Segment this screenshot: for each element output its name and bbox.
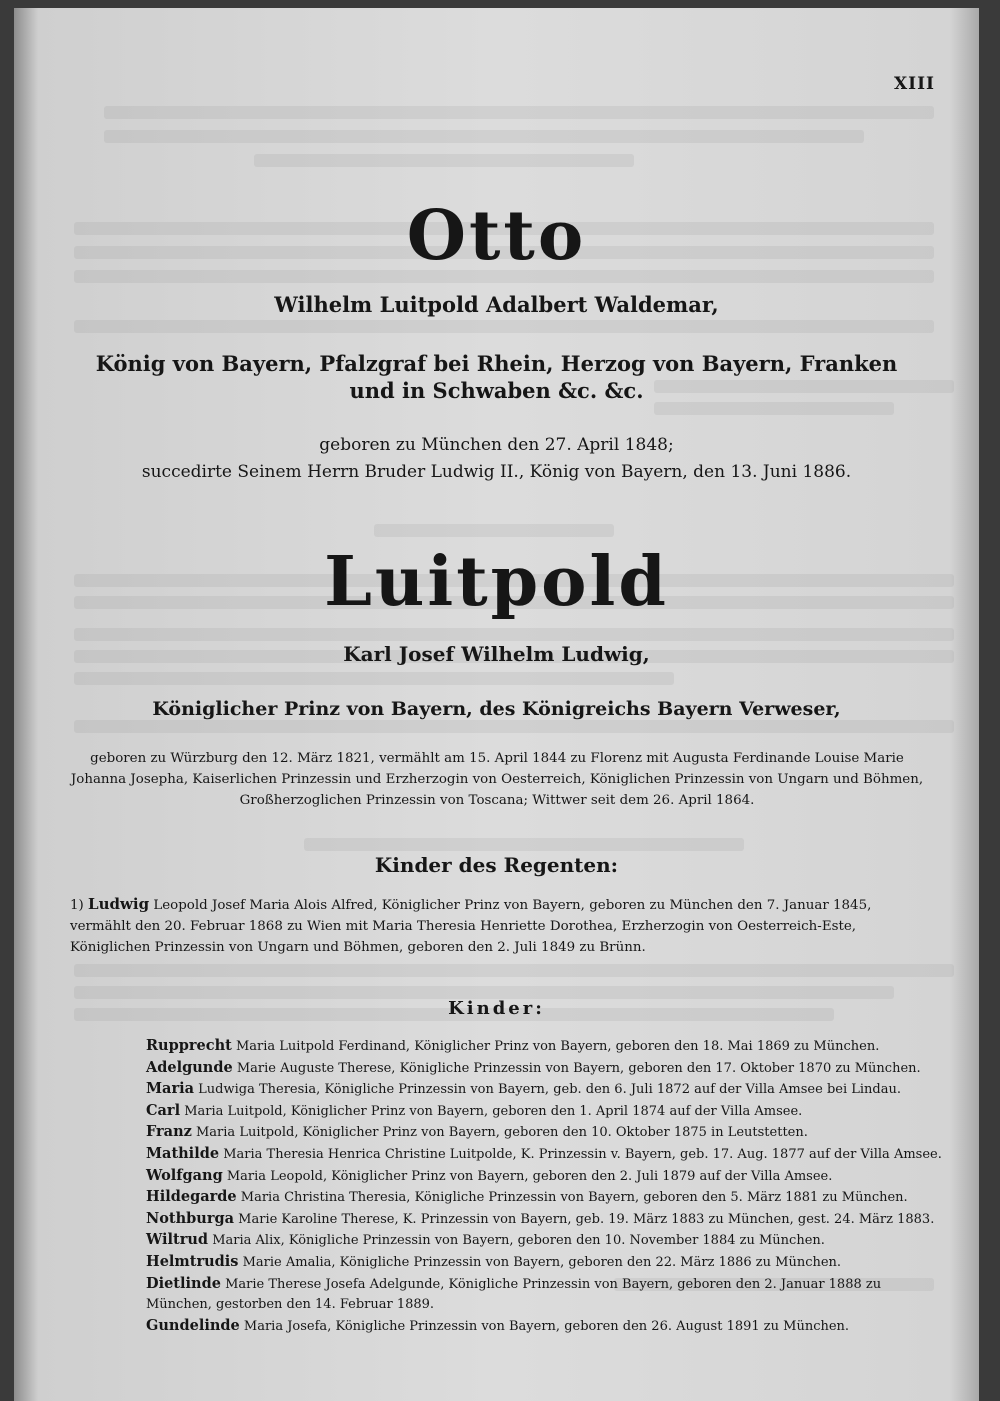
- otto-titles: [14, 350, 979, 404]
- child-text-line3: Königlichen Prinzessin von Ungarn und Böhmen, geboren den 2. Juli 1849 zu Brünn.: [70, 940, 646, 955]
- list-item: [146, 1036, 948, 1058]
- child-entry-ludwig: [70, 894, 946, 958]
- grandchild-text: Maria Theresia Henrica Christine Luitpolde, K. Prinzessin v. Bayern, geb. 17. Aug. 1877 auf der Villa Amsee.: [223, 1146, 942, 1162]
- grandchildren-list: [146, 1036, 948, 1337]
- list-item: [146, 1252, 948, 1274]
- list-item: [146, 1101, 948, 1123]
- luitpold-given-names: Karl Josef Wilhelm Ludwig,: [343, 642, 650, 666]
- grandchildren-heading: Kinder:: [448, 998, 545, 1019]
- list-item-continuation: München, gestorben den 14. Februar 1889.: [146, 1297, 435, 1313]
- grandchild-name: Helmtrudis: [146, 1252, 239, 1270]
- grandchild-text: Maria Luitpold, Königlicher Prinz von Bayern, geboren den 1. April 1874 auf der Villa Amsee.: [184, 1103, 803, 1119]
- list-item: [146, 1079, 948, 1101]
- list-item: [146, 1274, 948, 1296]
- luitpold-bio-line1: geboren zu Würzburg den 12. März 1821, vermählt am 15. April 1844 zu Florenz mit Augusta Ferdinande Louise Marie: [90, 751, 904, 766]
- grandchild-name: Wolfgang: [146, 1166, 223, 1184]
- grandchild-text: Maria Leopold, Königlicher Prinz von Bayern, geboren den 2. Juli 1879 auf der Villa Amsee.: [226, 1168, 833, 1184]
- otto-succeeded: succedirte Seinem Herrn Bruder Ludwig II., König von Bayern, den 13. Juni 1886.: [141, 462, 852, 482]
- list-item: [146, 1122, 948, 1144]
- luitpold-bio-line2: Johanna Josepha, Kaiserlichen Prinzessin und Erzherzogin von Oesterreich, Königlichen Prinzessin von Ungarn und Böhmen,: [70, 772, 924, 787]
- grandchild-text: Maria Luitpold, Königlicher Prinz von Bayern, geboren den 10. Oktober 1875 in Leutstetten.: [196, 1125, 808, 1141]
- grandchild-text: Ludwiga Theresia, Königliche Prinzessin von Bayern, geb. den 6. Juli 1872 auf der Villa Amsee bei Lindau.: [198, 1082, 901, 1098]
- otto-biography: [14, 432, 979, 486]
- otto-born: geboren zu München den 27. April 1848;: [319, 435, 674, 455]
- document-page: [14, 8, 979, 1401]
- grandchild-name: Carl: [146, 1101, 181, 1119]
- child-text-line2: vermählt den 20. Februar 1868 zu Wien mit Maria Theresia Henriette Dorothea, Erzherzogin von Oesterreich-Este,: [70, 919, 857, 934]
- grandchild-name: Hildegarde: [146, 1188, 237, 1206]
- grandchild-text: Maria Josefa, Königliche Prinzessin von Bayern, geboren den 26. August 1891 zu München.: [243, 1318, 850, 1334]
- grandchild-name: Gundelinde: [146, 1316, 240, 1334]
- grandchild-text: Marie Therese Josefa Adelgunde, Königliche Prinzessin von Bayern, geboren den 2. Januar 1888 zu: [225, 1276, 882, 1292]
- children-heading: Kinder des Regenten:: [374, 853, 619, 877]
- grandchild-name: Rupprecht: [146, 1037, 232, 1054]
- grandchild-text: Maria Luitpold Ferdinand, Königlicher Prinz von Bayern, geboren den 18. Mai 1869 zu München.: [235, 1039, 880, 1054]
- list-item: [146, 1209, 948, 1231]
- grandchild-name: Maria: [146, 1080, 194, 1098]
- otto-title-line2: und in Schwaben &c. &c.: [349, 378, 644, 403]
- grandchild-name: Mathilde: [146, 1144, 220, 1162]
- list-item: [146, 1144, 948, 1166]
- otto-given-names: Wilhelm Luitpold Adalbert Waldemar,: [274, 292, 719, 317]
- grandchild-name: Nothburga: [146, 1209, 235, 1227]
- grandchild-text: Maria Alix, Königliche Prinzessin von Bayern, geboren den 10. November 1884 zu München.: [212, 1233, 825, 1249]
- child-number: 1): [70, 898, 84, 913]
- grandchild-text: Maria Christina Theresia, Königliche Prinzessin von Bayern, geboren den 5. März 1881 zu München.: [240, 1190, 908, 1206]
- heading-luitpold: Luitpold: [324, 542, 669, 622]
- list-item: [146, 1316, 948, 1338]
- child-text-line1: Leopold Josef Maria Alois Alfred, Königlicher Prinz von Bayern, geboren zu München den 7. Januar 1845,: [153, 898, 872, 913]
- grandchild-text: Marie Amalia, Königliche Prinzessin von Bayern, geboren den 22. März 1886 zu München.: [242, 1254, 842, 1270]
- grandchild-name: Franz: [146, 1123, 192, 1141]
- grandchild-name: Wiltrud: [146, 1231, 209, 1249]
- list-item: [146, 1187, 948, 1209]
- grandchild-text: Marie Auguste Therese, Königliche Prinzessin von Bayern, geboren den 17. Oktober 1870 zu München.: [236, 1060, 921, 1076]
- list-item: [146, 1230, 948, 1252]
- luitpold-biography: [52, 748, 942, 811]
- list-item: [146, 1166, 948, 1188]
- grandchild-text: Marie Karoline Therese, K. Prinzessin von Bayern, geb. 19. März 1883 zu München, gest. 24. März 1883.: [238, 1211, 935, 1227]
- luitpold-title: Königlicher Prinz von Bayern, des Königreichs Bayern Verweser,: [152, 698, 841, 720]
- list-item: [146, 1058, 948, 1080]
- page-number: XIII: [893, 74, 935, 94]
- luitpold-bio-line3: Großherzoglichen Prinzessin von Toscana; Wittwer seit dem 26. April 1864.: [239, 793, 755, 808]
- child-name: Ludwig: [88, 895, 150, 913]
- grandchild-name: Dietlinde: [146, 1274, 221, 1292]
- heading-otto: Otto: [406, 196, 587, 276]
- otto-title-line1: König von Bayern, Pfalzgraf bei Rhein, Herzog von Bayern, Franken: [95, 351, 898, 376]
- grandchild-name: Adelgunde: [146, 1058, 233, 1076]
